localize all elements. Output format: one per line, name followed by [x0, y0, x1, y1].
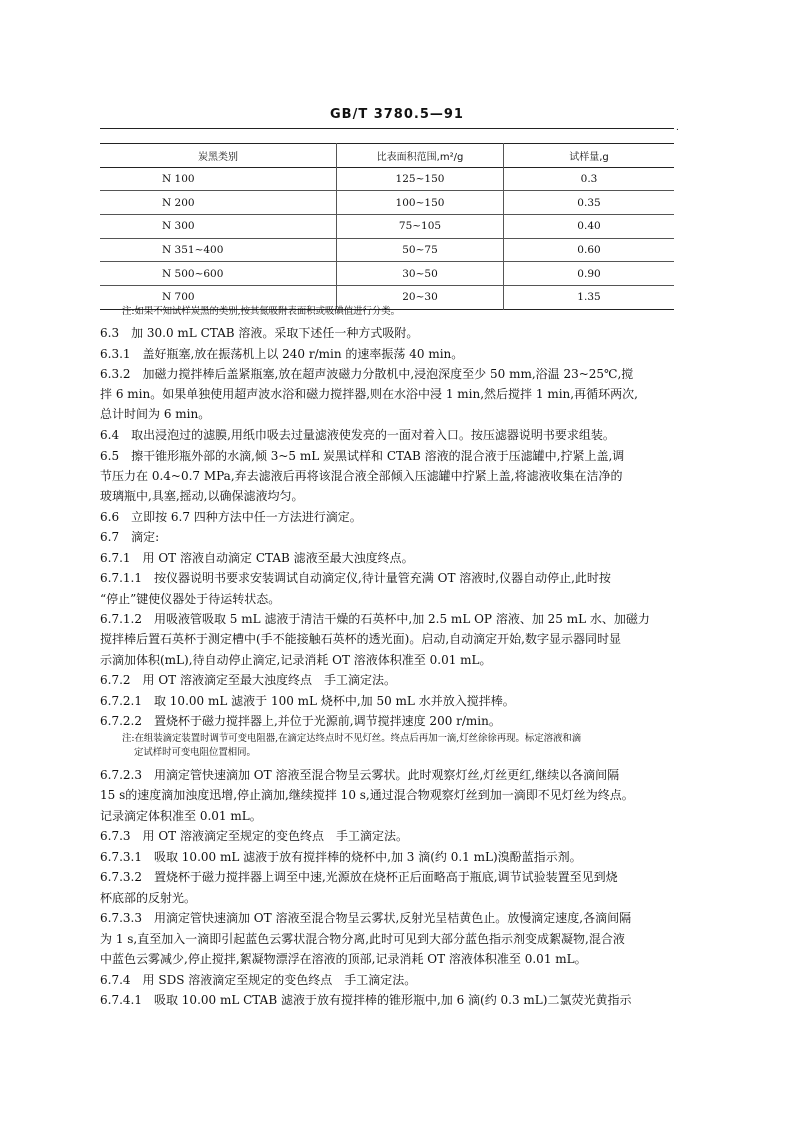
table-cell: 50~75	[337, 238, 504, 262]
sample-size-table	[100, 143, 674, 310]
table-row	[100, 238, 674, 262]
table-cell: N 700	[100, 286, 337, 310]
table-note: 注:如果不知试样炭黑的类别,按其氮吸附表面积或吸碘值进行分类。	[122, 306, 401, 317]
text-line: 为 1 s,直至加入一滴即引起蓝色云雾状混合物分离,此时可见到大部分蓝色指示剂变成絮凝物,混合液	[100, 932, 625, 946]
endpoint-note-cont: 定试样时可变电阻位置相同。	[134, 747, 256, 758]
table-header-row	[100, 144, 674, 168]
table-row	[100, 215, 674, 239]
text-line: 拌 6 min。如果单独使用超声波水浴和磁力搅拌器,则在水浴中浸 1 min,然后搅拌 1 min,再循环两次,	[100, 387, 638, 401]
section-6-7-1: 6.7.1 用 OT 溶液自动滴定 CTAB 滤液至最大浊度终点。	[100, 551, 414, 565]
endpoint-note: 注:在组装滴定装置时调节可变电阻器,在滴定达终点时不见灯丝。终点后再加一滴,灯丝徐徐再现。标定溶液和滴	[122, 733, 582, 744]
text-line: 记录滴定体积准至 0.01 mL。	[100, 809, 262, 823]
page-header: GB/T 3780.5—91	[330, 107, 464, 122]
table-cell: N 200	[100, 191, 337, 215]
table-row	[100, 191, 674, 215]
table-row	[100, 262, 674, 286]
table-cell: 0.40	[577, 220, 601, 233]
text-line: “停止”键使仪器处于待运转状态。	[100, 592, 281, 606]
column-header: 炭黑类别	[100, 144, 337, 168]
section-6-7: 6.7 滴定:	[100, 530, 160, 544]
text-line: 玻璃瓶中,具塞,摇动,以确保滤液均匀。	[100, 489, 304, 503]
text-line: 节压力在 0.4~0.7 MPa,弃去滤液后再将该混合液全部倾入压滤罐中拧紧上盖,将滤液收集在洁净的	[100, 469, 623, 483]
section-6-7-3-1: 6.7.3.1 吸取 10.00 mL 滤液于放有搅拌棒的烧杯中,加 3 滴(约 0.1 mL)溴酚蓝指示剂。	[100, 850, 582, 864]
text-line: 杯底部的反射光。	[100, 891, 197, 905]
table-cell: 1.35	[577, 291, 601, 304]
section-6-7-4-1: 6.7.4.1 吸取 10.00 mL CTAB 滤液于放有搅拌棒的锥形瓶中,加 6 滴(约 0.3 mL)二氯荧光黄指示	[100, 993, 632, 1007]
table-cell: N 300	[100, 215, 337, 239]
section-6-7-3-3: 6.7.3.3 用滴定管快速滴加 OT 溶液至混合物呈云雾状,反射光呈桔黄色止。放慢滴定速度,各滴间隔	[100, 911, 632, 925]
table-cell: 0.90	[577, 267, 601, 280]
header-dot: .	[676, 123, 679, 133]
table-cell: N 100	[100, 167, 337, 191]
text-line: 中蓝色云雾减少,停止搅拌,絮凝物漂浮在溶液的顶部,记录消耗 OT 溶液体积准至 0.01 mL。	[100, 952, 587, 966]
table-cell: 0.3	[580, 173, 598, 186]
table-cell: 30~50	[337, 262, 504, 286]
section-6-3-2: 6.3.2 加磁力搅拌棒后盖紧瓶塞,放在超声波磁力分散机中,浸泡深度至少 50 mm,浴温 23~25℃,搅	[100, 367, 634, 381]
table-cell: N 351~400	[100, 238, 337, 262]
column-header: 比表面积范围,m²/g	[337, 144, 504, 168]
header-rule	[100, 128, 674, 129]
table-cell: 20~30	[337, 286, 504, 310]
table-cell: 100~150	[337, 191, 504, 215]
section-6-4: 6.4 取出浸泡过的滤膜,用纸巾吸去过量滤液使发亮的一面对着入口。按压滤器说明书要求组装。	[100, 428, 615, 442]
section-6-7-1-2: 6.7.1.2 用吸液管吸取 5 mL 滤液于清洁干燥的石英杯中,加 2.5 mL OP 溶液、加 25 mL 水、加磁力	[100, 612, 650, 626]
section-6-3-1: 6.3.1 盖好瓶塞,放在振荡机上以 240 r/min 的速率振荡 40 min。	[100, 347, 464, 361]
table-row	[100, 167, 674, 191]
section-6-3: 6.3 加 30.0 mL CTAB 溶液。采取下述任一种方式吸附。	[100, 326, 419, 340]
section-6-6: 6.6 立即按 6.7 四种方法中任一方法进行滴定。	[100, 510, 362, 524]
text-line: 示滴加体积(mL),待自动停止滴定,记录消耗 OT 溶液体积准至 0.01 mL。	[100, 653, 492, 667]
column-header: 试样量,g	[569, 151, 609, 163]
text-line: 总计时间为 6 min。	[100, 407, 211, 421]
table-cell: 125~150	[337, 167, 504, 191]
section-6-7-3: 6.7.3 用 OT 溶液滴定至规定的变色终点 手工滴定法。	[100, 829, 409, 843]
section-6-7-3-2: 6.7.3.2 置烧杯于磁力搅拌器上调至中速,光源放在烧杯正后面略高于瓶底,调节试验装置至见到烧	[100, 870, 618, 884]
table-cell: 0.35	[577, 196, 601, 209]
section-6-7-1-1: 6.7.1.1 按仪器说明书要求安装调试自动滴定仪,待计量管充满 OT 溶液时,仪器自动停止,此时按	[100, 571, 611, 585]
section-6-7-2-3: 6.7.2.3 用滴定管快速滴加 OT 溶液至混合物呈云雾状。此时观察灯丝,灯丝更红,继续以各滴间隔	[100, 768, 620, 782]
section-6-7-2-1: 6.7.2.1 取 10.00 mL 滤液于 100 mL 烧杯中,加 50 mL 水并放入搅拌棒。	[100, 694, 515, 708]
text-line: 搅拌棒后置石英杯于测定槽中(手不能接触石英杯的透光面)。启动,自动滴定开始,数字显示器同时显	[100, 632, 621, 646]
table-cell: 0.60	[577, 244, 601, 257]
section-6-7-2-2: 6.7.2.2 置烧杯于磁力搅拌器上,并位于光源前,调节搅拌速度 200 r/min。	[100, 714, 501, 728]
section-6-7-4: 6.7.4 用 SDS 溶液滴定至规定的变色终点 手工滴定法。	[100, 973, 417, 987]
section-6-5: 6.5 擦干锥形瓶外部的水滴,倾 3~5 mL 炭黑试样和 CTAB 溶液的混合液于压滤罐中,拧紧上盖,调	[100, 449, 625, 463]
table-cell: 75~105	[337, 215, 504, 239]
text-line: 15 s的速度滴加浊度迅增,停止滴加,继续搅拌 10 s,通过混合物观察灯丝到加一滴即不见灯丝为终点。	[100, 788, 634, 802]
section-6-7-2: 6.7.2 用 OT 溶液滴定至最大浊度终点 手工滴定法。	[100, 673, 397, 687]
table-cell: N 500~600	[100, 262, 337, 286]
